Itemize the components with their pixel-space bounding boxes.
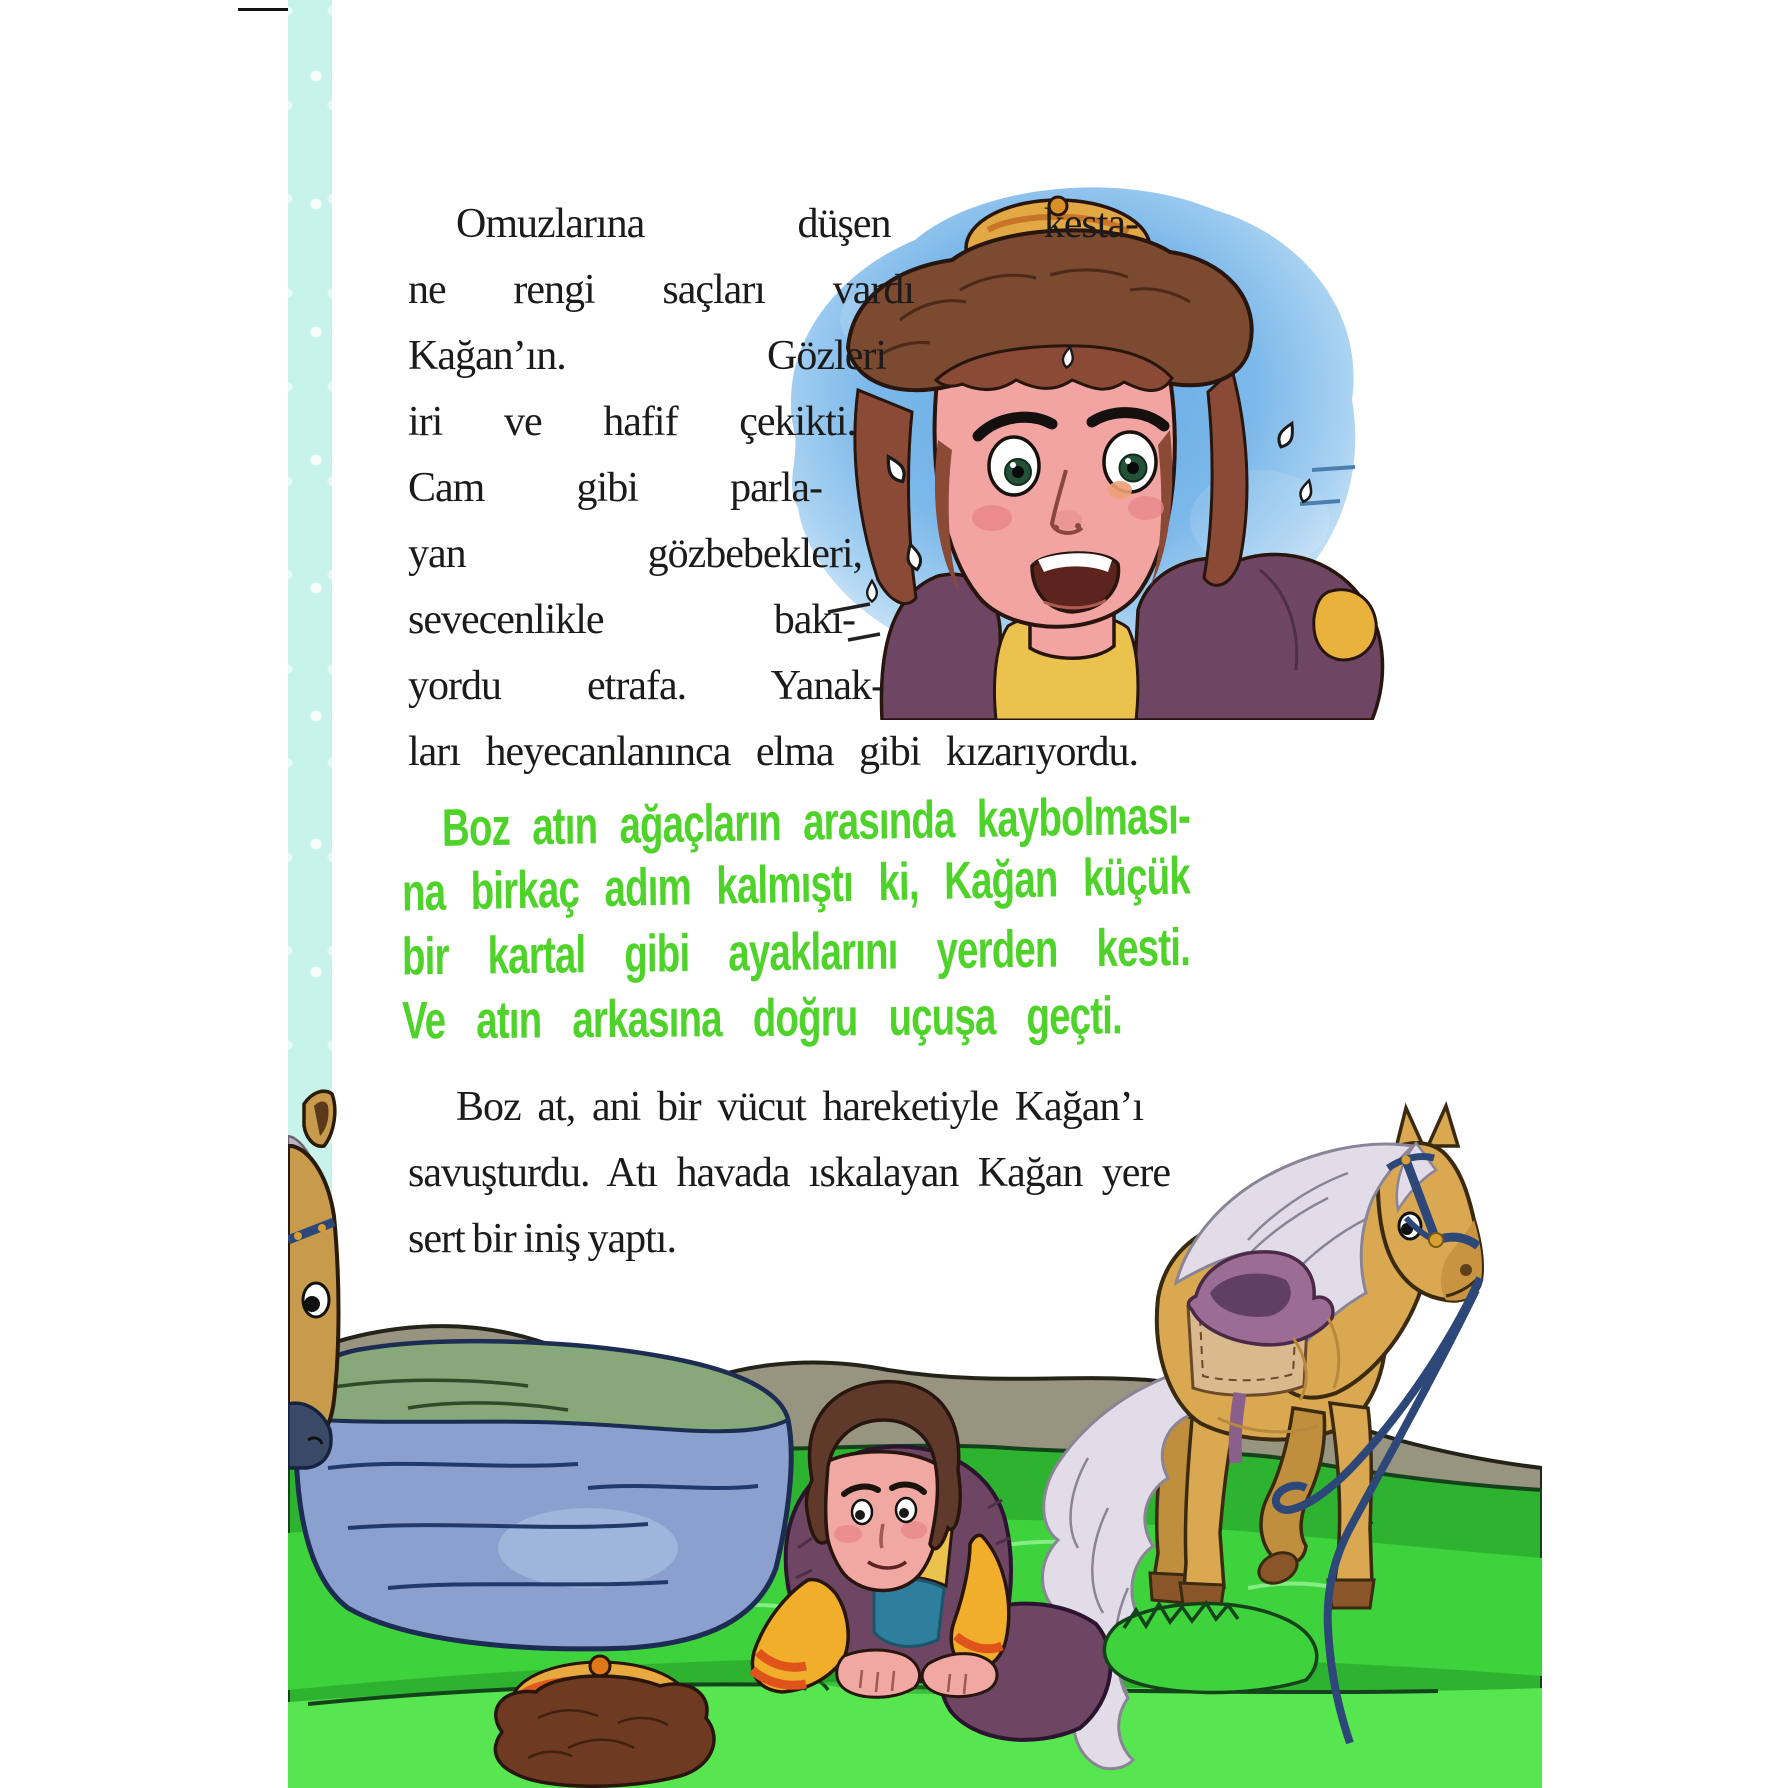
peeking-horse-head	[288, 1091, 339, 1468]
horse-ear-icon	[1428, 1106, 1458, 1146]
boy-hand-right	[922, 1654, 997, 1697]
eye-left	[989, 437, 1039, 495]
highlight-line: Boz atın ağaçların arasında kaybolması-	[441, 787, 1191, 858]
text-line: Boz at, ani bir vücut hareketiyle Kağan’ı	[456, 1084, 1143, 1130]
text-line: Omuzlarına düşen kesta-	[456, 201, 1138, 247]
text-line: yan gözbebekleri,	[408, 531, 862, 577]
text-line: iri ve hafif çekikti.	[408, 399, 856, 445]
highlight-line: bir kartal gibi ayaklarını yerden kesti.	[401, 918, 1191, 987]
scene-illustration	[288, 988, 1542, 1788]
text-line: yordu etrafa. Yanak-	[408, 663, 884, 709]
blush	[1128, 496, 1164, 520]
text-line: ları heyecanlanınca elma gibi kızarıyordu.	[408, 729, 1138, 775]
eye-right	[1104, 432, 1156, 492]
crop-mark	[238, 8, 290, 11]
nostril	[1075, 523, 1081, 529]
nostril	[1053, 525, 1059, 531]
text-line: ne rengi saçları vardı	[408, 267, 914, 313]
highlight-line: Ve atın arkasına doğru uçuşa geçti.	[401, 987, 1123, 1051]
grass-light-band	[288, 1682, 1542, 1788]
rock	[295, 1341, 791, 1648]
text-line: savuşturdu. Atı havada ıskalayan Kağan yere	[408, 1150, 1170, 1196]
elbow-patch	[1314, 590, 1376, 660]
cheek-patch	[1108, 481, 1132, 499]
text-line: sert bir iniş yaptı.	[408, 1216, 676, 1262]
highlight-line: na birkaç adım kalmıştı ki, Kağan küçük	[401, 847, 1191, 923]
text-line: sevecenlikle bakı-	[408, 597, 855, 643]
text-line: Kağan’ın. Gözleri	[408, 333, 886, 379]
text-line: Cam gibi parla-	[408, 465, 822, 511]
boy-face-small	[823, 1452, 940, 1591]
blush	[972, 505, 1012, 531]
